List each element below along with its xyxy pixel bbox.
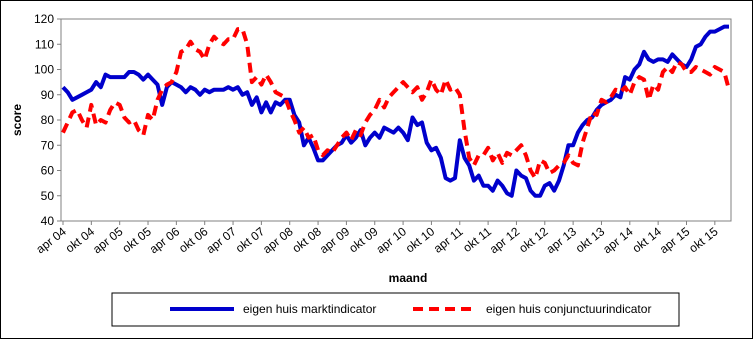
x-tick-label: apr 06	[146, 224, 183, 257]
x-tick-label: apr 11	[430, 224, 466, 256]
y-tick-label: 50	[40, 188, 54, 203]
x-tick-label: okt 08	[289, 224, 324, 256]
x-tick-label: apr 12	[486, 224, 523, 257]
y-tick-label: 100	[33, 62, 54, 77]
x-tick-label: okt 11	[460, 224, 494, 255]
y-tick-label: 60	[40, 163, 54, 178]
x-tick-label: okt 06	[176, 224, 211, 256]
y-tick-label: 90	[40, 87, 54, 102]
x-tick-label: okt 05	[119, 224, 154, 256]
x-tick-label: okt 09	[346, 224, 381, 256]
plot-area	[61, 19, 731, 221]
x-tick-label: apr 13	[543, 224, 579, 257]
x-tick-label: okt 15	[686, 224, 721, 256]
x-tick-label: apr 05	[90, 224, 126, 257]
legend	[112, 293, 679, 326]
x-tick-label: okt 13	[572, 224, 608, 256]
x-tick-label: okt 07	[232, 224, 268, 256]
x-tick-label: okt 04	[62, 224, 98, 256]
legend-label-conjunctuurindicator: eigen huis conjunctuurindicator	[486, 302, 652, 316]
x-tick-label: okt 10	[402, 224, 438, 256]
y-tick-label: 110	[34, 37, 54, 52]
x-tick-label: apr 04	[33, 224, 69, 257]
y-axis-title: score	[10, 103, 24, 137]
y-tick-label: 40	[40, 214, 54, 228]
x-tick-label: apr 10	[373, 224, 409, 257]
x-tick-label: apr 14	[600, 224, 636, 257]
y-tick-label: 70	[40, 138, 54, 153]
x-tick-label: apr 08	[260, 224, 296, 257]
y-tick-label: 120	[33, 12, 54, 26]
x-tick-label: apr 09	[316, 224, 353, 257]
x-tick-label: apr 07	[203, 224, 239, 257]
x-tick-label: okt 14	[629, 224, 664, 256]
x-axis-title: maand	[388, 271, 428, 285]
x-tick-label: apr 15	[656, 224, 693, 257]
x-tick-label: okt 12	[516, 224, 551, 256]
y-tick-label: 80	[40, 113, 54, 127]
legend-label-marktindicator: eigen huis marktindicator	[243, 302, 377, 316]
